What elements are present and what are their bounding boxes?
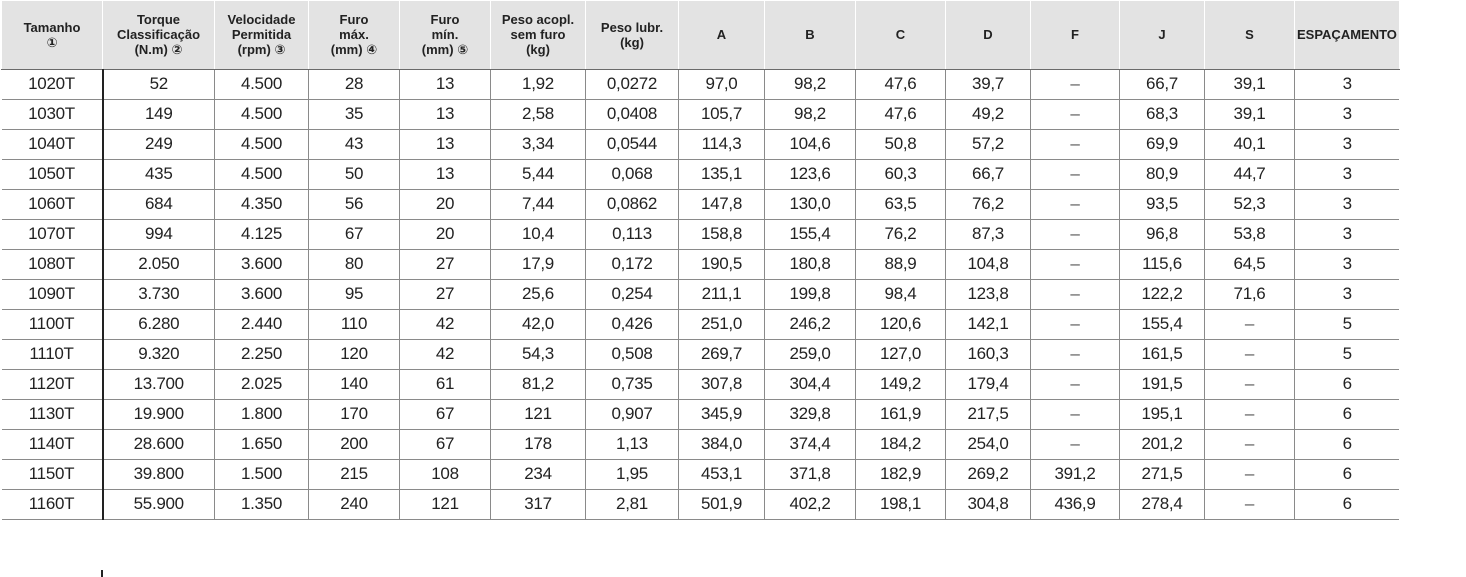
table-cell: 278,4	[1120, 489, 1205, 519]
table-cell: 114,3	[679, 129, 765, 159]
table-cell: 68,3	[1120, 99, 1205, 129]
table-cell: 191,5	[1120, 369, 1205, 399]
table-cell: 0,0272	[586, 69, 679, 99]
table-cell: 13	[400, 159, 491, 189]
table-cell: 160,3	[946, 339, 1031, 369]
table-cell: 13	[400, 129, 491, 159]
table-cell: 57,2	[946, 129, 1031, 159]
size-cell: 1030T	[2, 99, 103, 129]
column-header	[1120, 1, 1205, 69]
table-cell: 3.600	[215, 279, 309, 309]
table-cell: 201,2	[1120, 429, 1205, 459]
table-row	[2, 459, 1400, 489]
table-cell: 3	[1295, 69, 1400, 99]
table-cell: 374,4	[765, 429, 856, 459]
table-cell: 19.900	[103, 399, 215, 429]
size-cell: 1150T	[2, 459, 103, 489]
table-cell: –	[1031, 249, 1120, 279]
table-cell: 123,8	[946, 279, 1031, 309]
column-header-line: ESPAÇAMENTO	[1297, 27, 1397, 43]
table-cell: 217,5	[946, 399, 1031, 429]
table-row	[2, 99, 1400, 129]
table-cell: –	[1031, 339, 1120, 369]
table-cell: 120,6	[856, 309, 946, 339]
table-cell: 4.500	[215, 159, 309, 189]
table-cell: 4.125	[215, 219, 309, 249]
column-header-line: D	[983, 27, 993, 43]
header-row	[2, 1, 1400, 69]
column-header-line: Peso acopl.	[501, 12, 575, 28]
column-header-line: mín.	[431, 27, 459, 43]
table-cell: 98,4	[856, 279, 946, 309]
column-header-line: Furo	[339, 12, 369, 28]
table-row	[2, 489, 1400, 519]
table-cell: 2.440	[215, 309, 309, 339]
table-cell: 307,8	[679, 369, 765, 399]
table-cell: 43	[309, 129, 400, 159]
table-cell: 13	[400, 99, 491, 129]
table-cell: –	[1031, 159, 1120, 189]
table-cell: 215	[309, 459, 400, 489]
table-cell: –	[1205, 489, 1295, 519]
table-cell: 501,9	[679, 489, 765, 519]
table-cell: 2.050	[103, 249, 215, 279]
table-cell: –	[1205, 459, 1295, 489]
column-header-line: Classificação	[116, 27, 201, 43]
table-cell: –	[1031, 99, 1120, 129]
table-cell: 200	[309, 429, 400, 459]
size-cell: 1050T	[2, 159, 103, 189]
table-cell: 63,5	[856, 189, 946, 219]
table-cell: 4.500	[215, 99, 309, 129]
size-cell: 1060T	[2, 189, 103, 219]
table-cell: –	[1031, 129, 1120, 159]
table-cell: 195,1	[1120, 399, 1205, 429]
table-row	[2, 69, 1400, 99]
table-cell: 105,7	[679, 99, 765, 129]
column-header-line: máx.	[339, 27, 369, 43]
table-cell: 234	[491, 459, 586, 489]
table-cell: 1,92	[491, 69, 586, 99]
table-cell: 122,2	[1120, 279, 1205, 309]
table-row	[2, 279, 1400, 309]
table-cell: –	[1031, 219, 1120, 249]
table-cell: 9.320	[103, 339, 215, 369]
column-header	[309, 1, 400, 69]
table-cell: 6	[1295, 429, 1400, 459]
table-cell: 246,2	[765, 309, 856, 339]
table-cell: 211,1	[679, 279, 765, 309]
table-cell: 2.025	[215, 369, 309, 399]
table-cell: 108	[400, 459, 491, 489]
table-cell: 55.900	[103, 489, 215, 519]
table-row	[2, 219, 1400, 249]
table-cell: 0,172	[586, 249, 679, 279]
table-row	[2, 249, 1400, 279]
table-cell: 317	[491, 489, 586, 519]
table-cell: 149	[103, 99, 215, 129]
table-cell: 135,1	[679, 159, 765, 189]
table-cell: –	[1205, 309, 1295, 339]
table-cell: 1.350	[215, 489, 309, 519]
column-divider-stub	[101, 570, 103, 577]
table-cell: 6	[1295, 369, 1400, 399]
table-cell: 88,9	[856, 249, 946, 279]
table-cell: 87,3	[946, 219, 1031, 249]
table-cell: 71,6	[1205, 279, 1295, 309]
table-cell: 93,5	[1120, 189, 1205, 219]
column-header-line: Peso lubr.	[600, 19, 664, 35]
table-cell: 4.350	[215, 189, 309, 219]
table-cell: 4.500	[215, 69, 309, 99]
size-cell: 1090T	[2, 279, 103, 309]
table-cell: 1,13	[586, 429, 679, 459]
table-cell: 39.800	[103, 459, 215, 489]
table-cell: 2,81	[586, 489, 679, 519]
table-cell: 435	[103, 159, 215, 189]
table-cell: 52	[103, 69, 215, 99]
table-cell: 61	[400, 369, 491, 399]
size-cell: 1040T	[2, 129, 103, 159]
table-cell: 0,113	[586, 219, 679, 249]
table-cell: 54,3	[491, 339, 586, 369]
table-cell: 6	[1295, 489, 1400, 519]
table-cell: 66,7	[1120, 69, 1205, 99]
table-cell: –	[1205, 369, 1295, 399]
table-cell: 6.280	[103, 309, 215, 339]
table-cell: 0,068	[586, 159, 679, 189]
table-cell: 49,2	[946, 99, 1031, 129]
table-cell: 2,58	[491, 99, 586, 129]
column-header-line: (kg)	[620, 34, 644, 50]
column-header-line: B	[805, 27, 815, 43]
table-cell: 121	[491, 399, 586, 429]
column-header-line: Velocidade	[227, 12, 296, 28]
table-cell: 27	[400, 249, 491, 279]
column-header-line: sem furo	[510, 27, 566, 43]
table-cell: 40,1	[1205, 129, 1295, 159]
table-row	[2, 429, 1400, 459]
table-cell: 3,34	[491, 129, 586, 159]
table-cell: 20	[400, 219, 491, 249]
size-cell: 1070T	[2, 219, 103, 249]
table-cell: 155,4	[765, 219, 856, 249]
table-cell: –	[1031, 189, 1120, 219]
table-cell: 50,8	[856, 129, 946, 159]
table-cell: 67	[309, 219, 400, 249]
table-cell: 0,907	[586, 399, 679, 429]
column-header-line: A	[716, 27, 727, 43]
table-cell: 269,7	[679, 339, 765, 369]
table-cell: –	[1205, 339, 1295, 369]
table-cell: 6	[1295, 459, 1400, 489]
table-cell: 0,508	[586, 339, 679, 369]
size-cell: 1140T	[2, 429, 103, 459]
table-cell: 44,7	[1205, 159, 1295, 189]
table-row	[2, 159, 1400, 189]
table-cell: 110	[309, 309, 400, 339]
table-cell: 180,8	[765, 249, 856, 279]
table-cell: 42,0	[491, 309, 586, 339]
table-cell: 304,4	[765, 369, 856, 399]
table-cell: 98,2	[765, 99, 856, 129]
column-header-line: C	[895, 27, 906, 43]
table-cell: –	[1031, 279, 1120, 309]
table-cell: 80,9	[1120, 159, 1205, 189]
column-header	[400, 1, 491, 69]
column-header	[856, 1, 946, 69]
table-cell: 50	[309, 159, 400, 189]
table-cell: –	[1031, 69, 1120, 99]
table-cell: 120	[309, 339, 400, 369]
table-cell: 104,6	[765, 129, 856, 159]
table-cell: 47,6	[856, 99, 946, 129]
column-header	[215, 1, 309, 69]
table-cell: 1.500	[215, 459, 309, 489]
table-cell: 182,9	[856, 459, 946, 489]
table-cell: 329,8	[765, 399, 856, 429]
table-cell: 199,8	[765, 279, 856, 309]
column-header-line: Tamanho	[23, 19, 81, 35]
table-cell: 3	[1295, 159, 1400, 189]
table-cell: 254,0	[946, 429, 1031, 459]
table-cell: 20	[400, 189, 491, 219]
table-cell: 56	[309, 189, 400, 219]
table-cell: 10,4	[491, 219, 586, 249]
table-cell: 121	[400, 489, 491, 519]
table-cell: 69,9	[1120, 129, 1205, 159]
table-cell: 0,254	[586, 279, 679, 309]
table-cell: 391,2	[1031, 459, 1120, 489]
table-cell: 7,44	[491, 189, 586, 219]
coupling-spec-table	[1, 1, 1400, 520]
table-cell: 178	[491, 429, 586, 459]
table-cell: 158,8	[679, 219, 765, 249]
table-cell: 39,1	[1205, 99, 1295, 129]
table-cell: 81,2	[491, 369, 586, 399]
table-cell: 371,8	[765, 459, 856, 489]
table-cell: 13.700	[103, 369, 215, 399]
column-header	[2, 1, 103, 69]
table-row	[2, 189, 1400, 219]
column-header	[491, 1, 586, 69]
table-cell: 5	[1295, 309, 1400, 339]
table-cell: 39,7	[946, 69, 1031, 99]
size-cell: 1110T	[2, 339, 103, 369]
table-cell: 190,5	[679, 249, 765, 279]
table-cell: 5,44	[491, 159, 586, 189]
table-cell: 60,3	[856, 159, 946, 189]
table-cell: 28.600	[103, 429, 215, 459]
table-cell: 198,1	[856, 489, 946, 519]
table-cell: 35	[309, 99, 400, 129]
table-cell: 161,9	[856, 399, 946, 429]
table-row	[2, 129, 1400, 159]
table-cell: –	[1205, 429, 1295, 459]
table-cell: 13	[400, 69, 491, 99]
column-header	[946, 1, 1031, 69]
table-cell: 4.500	[215, 129, 309, 159]
table-cell: 161,5	[1120, 339, 1205, 369]
column-header-line: Permitida	[231, 27, 292, 43]
table-cell: 115,6	[1120, 249, 1205, 279]
table-cell: 130,0	[765, 189, 856, 219]
table-cell: 17,9	[491, 249, 586, 279]
table-row	[2, 339, 1400, 369]
table-cell: 179,4	[946, 369, 1031, 399]
table-cell: 140	[309, 369, 400, 399]
table-cell: 3	[1295, 279, 1400, 309]
column-header	[103, 1, 215, 69]
table-cell: 142,1	[946, 309, 1031, 339]
table-cell: 104,8	[946, 249, 1031, 279]
table-cell: 3.600	[215, 249, 309, 279]
table-cell: 0,426	[586, 309, 679, 339]
table-cell: 436,9	[1031, 489, 1120, 519]
table-cell: 39,1	[1205, 69, 1295, 99]
column-header	[765, 1, 856, 69]
table-cell: 345,9	[679, 399, 765, 429]
table-cell: 149,2	[856, 369, 946, 399]
table-cell: 170	[309, 399, 400, 429]
table-cell: 27	[400, 279, 491, 309]
table-cell: 384,0	[679, 429, 765, 459]
table-cell: 0,0544	[586, 129, 679, 159]
table-cell: 52,3	[1205, 189, 1295, 219]
size-cell: 1100T	[2, 309, 103, 339]
table-cell: 147,8	[679, 189, 765, 219]
table-cell: 97,0	[679, 69, 765, 99]
table-row	[2, 399, 1400, 429]
table-cell: –	[1205, 399, 1295, 429]
table-body	[2, 69, 1400, 519]
table-cell: 67	[400, 399, 491, 429]
size-cell: 1020T	[2, 69, 103, 99]
table-cell: 5	[1295, 339, 1400, 369]
table-cell: 453,1	[679, 459, 765, 489]
table-cell: 53,8	[1205, 219, 1295, 249]
table-cell: 66,7	[946, 159, 1031, 189]
table-row	[2, 369, 1400, 399]
table-cell: 184,2	[856, 429, 946, 459]
column-header-line: (mm) ④	[330, 42, 378, 58]
table-cell: 259,0	[765, 339, 856, 369]
table-cell: 80	[309, 249, 400, 279]
table-cell: 6	[1295, 399, 1400, 429]
table-header	[2, 1, 1400, 69]
table-cell: 3.730	[103, 279, 215, 309]
column-header	[586, 1, 679, 69]
table-cell: 684	[103, 189, 215, 219]
size-cell: 1080T	[2, 249, 103, 279]
column-header-line: (rpm) ③	[237, 42, 286, 58]
table-cell: 0,0862	[586, 189, 679, 219]
column-header	[1031, 1, 1120, 69]
table-cell: 95	[309, 279, 400, 309]
column-header	[1205, 1, 1295, 69]
size-cell: 1120T	[2, 369, 103, 399]
table-cell: 127,0	[856, 339, 946, 369]
table-cell: 269,2	[946, 459, 1031, 489]
table-cell: 76,2	[946, 189, 1031, 219]
table-cell: 0,735	[586, 369, 679, 399]
table-cell: 123,6	[765, 159, 856, 189]
table-cell: 64,5	[1205, 249, 1295, 279]
column-header-line: Torque	[136, 12, 181, 28]
table-cell: 25,6	[491, 279, 586, 309]
column-header-line: (mm) ⑤	[421, 42, 469, 58]
table-cell: 994	[103, 219, 215, 249]
table-cell: 3	[1295, 219, 1400, 249]
table-cell: 3	[1295, 99, 1400, 129]
table-cell: 3	[1295, 129, 1400, 159]
size-cell: 1160T	[2, 489, 103, 519]
table-row	[2, 309, 1400, 339]
size-cell: 1130T	[2, 399, 103, 429]
column-header-line: Furo	[430, 12, 460, 28]
column-header	[679, 1, 765, 69]
table-cell: 155,4	[1120, 309, 1205, 339]
table-cell: –	[1031, 399, 1120, 429]
table-cell: –	[1031, 369, 1120, 399]
table-cell: 1.650	[215, 429, 309, 459]
table-cell: 42	[400, 339, 491, 369]
table-cell: 402,2	[765, 489, 856, 519]
table-cell: 0,0408	[586, 99, 679, 129]
table-cell: 42	[400, 309, 491, 339]
table-cell: 304,8	[946, 489, 1031, 519]
table-cell: 47,6	[856, 69, 946, 99]
column-header-line: (kg)	[526, 42, 550, 58]
column-header-line: J	[1158, 27, 1166, 43]
table-cell: 67	[400, 429, 491, 459]
table-cell: 1.800	[215, 399, 309, 429]
column-header	[1295, 1, 1400, 69]
table-cell: 249	[103, 129, 215, 159]
table-cell: 3	[1295, 249, 1400, 279]
table-cell: –	[1031, 429, 1120, 459]
table-cell: 240	[309, 489, 400, 519]
table-cell: 3	[1295, 189, 1400, 219]
table-cell: –	[1031, 309, 1120, 339]
column-header-line: (N.m) ②	[134, 42, 183, 58]
table-cell: 251,0	[679, 309, 765, 339]
table-cell: 2.250	[215, 339, 309, 369]
column-header-line: F	[1071, 27, 1079, 43]
column-header-line: S	[1245, 27, 1254, 43]
table-cell: 76,2	[856, 219, 946, 249]
column-header-line: ①	[46, 34, 58, 50]
table-cell: 1,95	[586, 459, 679, 489]
table-cell: 98,2	[765, 69, 856, 99]
table-cell: 271,5	[1120, 459, 1205, 489]
table-cell: 28	[309, 69, 400, 99]
table-cell: 96,8	[1120, 219, 1205, 249]
